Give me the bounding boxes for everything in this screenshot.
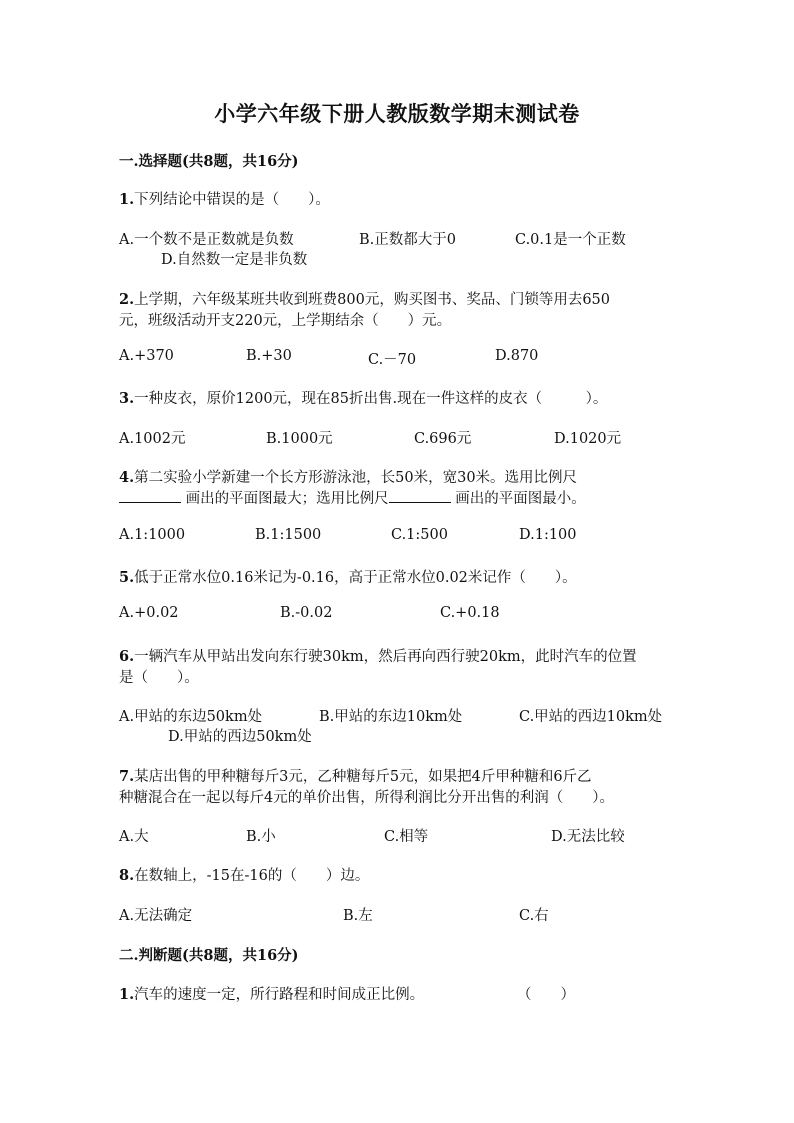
question-number: 6. xyxy=(119,648,135,665)
q7-option-b: B.小 xyxy=(246,829,276,845)
question-2-stem-line-2: 元，班级活动开支220元，上学期结余（ ）元。 xyxy=(119,313,452,329)
question-7-stem-line-2: 种糖混合在一起以每斤4元的单价出售，所得利润比分开出售的利润（ ）。 xyxy=(119,790,614,806)
question-text: 一种皮衣，原价1200元，现在85折出售.现在一件这样的皮衣（ ）。 xyxy=(134,391,608,407)
q2-option-a: A.+370 xyxy=(119,348,174,364)
question-text: 低于正常水位0.16米记为-0.16，高于正常水位0.02米记作（ ）。 xyxy=(134,570,577,586)
page-title: 小学六年级下册人教版数学期末测试卷 xyxy=(214,101,580,126)
question-2-stem-line-1 xyxy=(119,288,610,309)
question-4-stem-line-1 xyxy=(119,466,577,487)
question-text: 某店出售的甲种糖每斤3元，乙种糖每斤5元，如果把4斤甲种糖和6斤乙 xyxy=(134,769,592,785)
q4-option-c: C.1:500 xyxy=(391,527,448,543)
question-number: 1. xyxy=(119,986,135,1003)
question-6-stem-line-2: 是（ ）。 xyxy=(119,670,199,686)
judgement-answer-paren: （ ） xyxy=(517,987,575,1003)
question-7-stem-line-1 xyxy=(119,765,592,786)
question-number: 2. xyxy=(119,291,135,308)
question-8-stem xyxy=(119,864,369,885)
q2-option-c: C.－70 xyxy=(368,352,417,368)
q8-option-a: A.无法确定 xyxy=(119,908,193,924)
question-number: 4. xyxy=(119,469,135,486)
q1-option-b: B.正数都大于0 xyxy=(359,232,456,248)
q8-option-c: C.右 xyxy=(519,908,549,924)
q8-option-b: B.左 xyxy=(343,908,373,924)
q2-option-b: B.+30 xyxy=(246,348,292,364)
question-6-stem-line-1 xyxy=(119,645,637,666)
question-text: 下列结论中错误的是（ ）。 xyxy=(134,192,330,208)
q5-option-b: B.-0.02 xyxy=(280,605,333,621)
q6-option-b: B.甲站的东边10km处 xyxy=(319,709,463,725)
q6-option-c: C.甲站的西边10km处 xyxy=(519,709,663,725)
question-text: 画出的平面图最小。 xyxy=(455,491,586,507)
q1-option-d: D.自然数一定是非负数 xyxy=(161,252,308,268)
q1-option-a: A.一个数不是正数就是负数 xyxy=(119,232,294,248)
question-text: 一辆汽车从甲站出发向东行驶30km，然后再向西行驶20km，此时汽车的位置 xyxy=(134,649,637,665)
judgement-question-1 xyxy=(119,983,424,1004)
section-title-judgement: 二.判断题(共8题，共16分) xyxy=(119,947,299,964)
question-text: 画出的平面图最大；选用比例尺 xyxy=(185,491,389,507)
q3-option-d: D.1020元 xyxy=(554,431,622,447)
question-number: 7. xyxy=(119,768,135,785)
q3-option-c: C.696元 xyxy=(414,431,472,447)
q6-option-a: A.甲站的东边50km处 xyxy=(119,709,263,725)
q2-option-d: D.870 xyxy=(495,348,539,364)
question-text: 上学期，六年级某班共收到班费800元，购买图书、奖品、门锁等用去650 xyxy=(134,292,610,308)
q4-option-d: D.1:100 xyxy=(519,527,577,543)
q5-option-a: A.+0.02 xyxy=(119,605,179,621)
fill-blank xyxy=(119,490,181,503)
question-4-stem-line-2 xyxy=(119,487,586,508)
q5-option-c: C.+0.18 xyxy=(440,605,500,621)
q3-option-b: B.1000元 xyxy=(266,431,333,447)
question-text: 第二实验小学新建一个长方形游泳池，长50米，宽30米。选用比例尺 xyxy=(134,470,578,486)
question-text: 汽车的速度一定，所行路程和时间成正比例。 xyxy=(134,987,425,1003)
question-3-stem xyxy=(119,387,607,408)
q4-option-a: A.1:1000 xyxy=(119,527,186,543)
question-number: 3. xyxy=(119,390,135,407)
q6-option-d: D.甲站的西边50km处 xyxy=(168,729,312,745)
section-title-choice: 一.选择题(共8题，共16分) xyxy=(119,153,299,170)
q4-option-b: B.1:1500 xyxy=(255,527,322,543)
q7-option-d: D.无法比较 xyxy=(551,829,625,845)
question-1-stem xyxy=(119,188,330,209)
q7-option-a: A.大 xyxy=(119,829,149,845)
question-number: 8. xyxy=(119,867,135,884)
question-number: 5. xyxy=(119,569,135,586)
q3-option-a: A.1002元 xyxy=(119,431,186,447)
q1-option-c: C.0.1是一个正数 xyxy=(515,232,626,248)
q7-option-c: C.相等 xyxy=(384,829,429,845)
fill-blank xyxy=(389,490,451,503)
question-number: 1. xyxy=(119,191,135,208)
question-text: 在数轴上，-15在-16的（ ）边。 xyxy=(134,868,370,884)
question-5-stem xyxy=(119,566,577,587)
